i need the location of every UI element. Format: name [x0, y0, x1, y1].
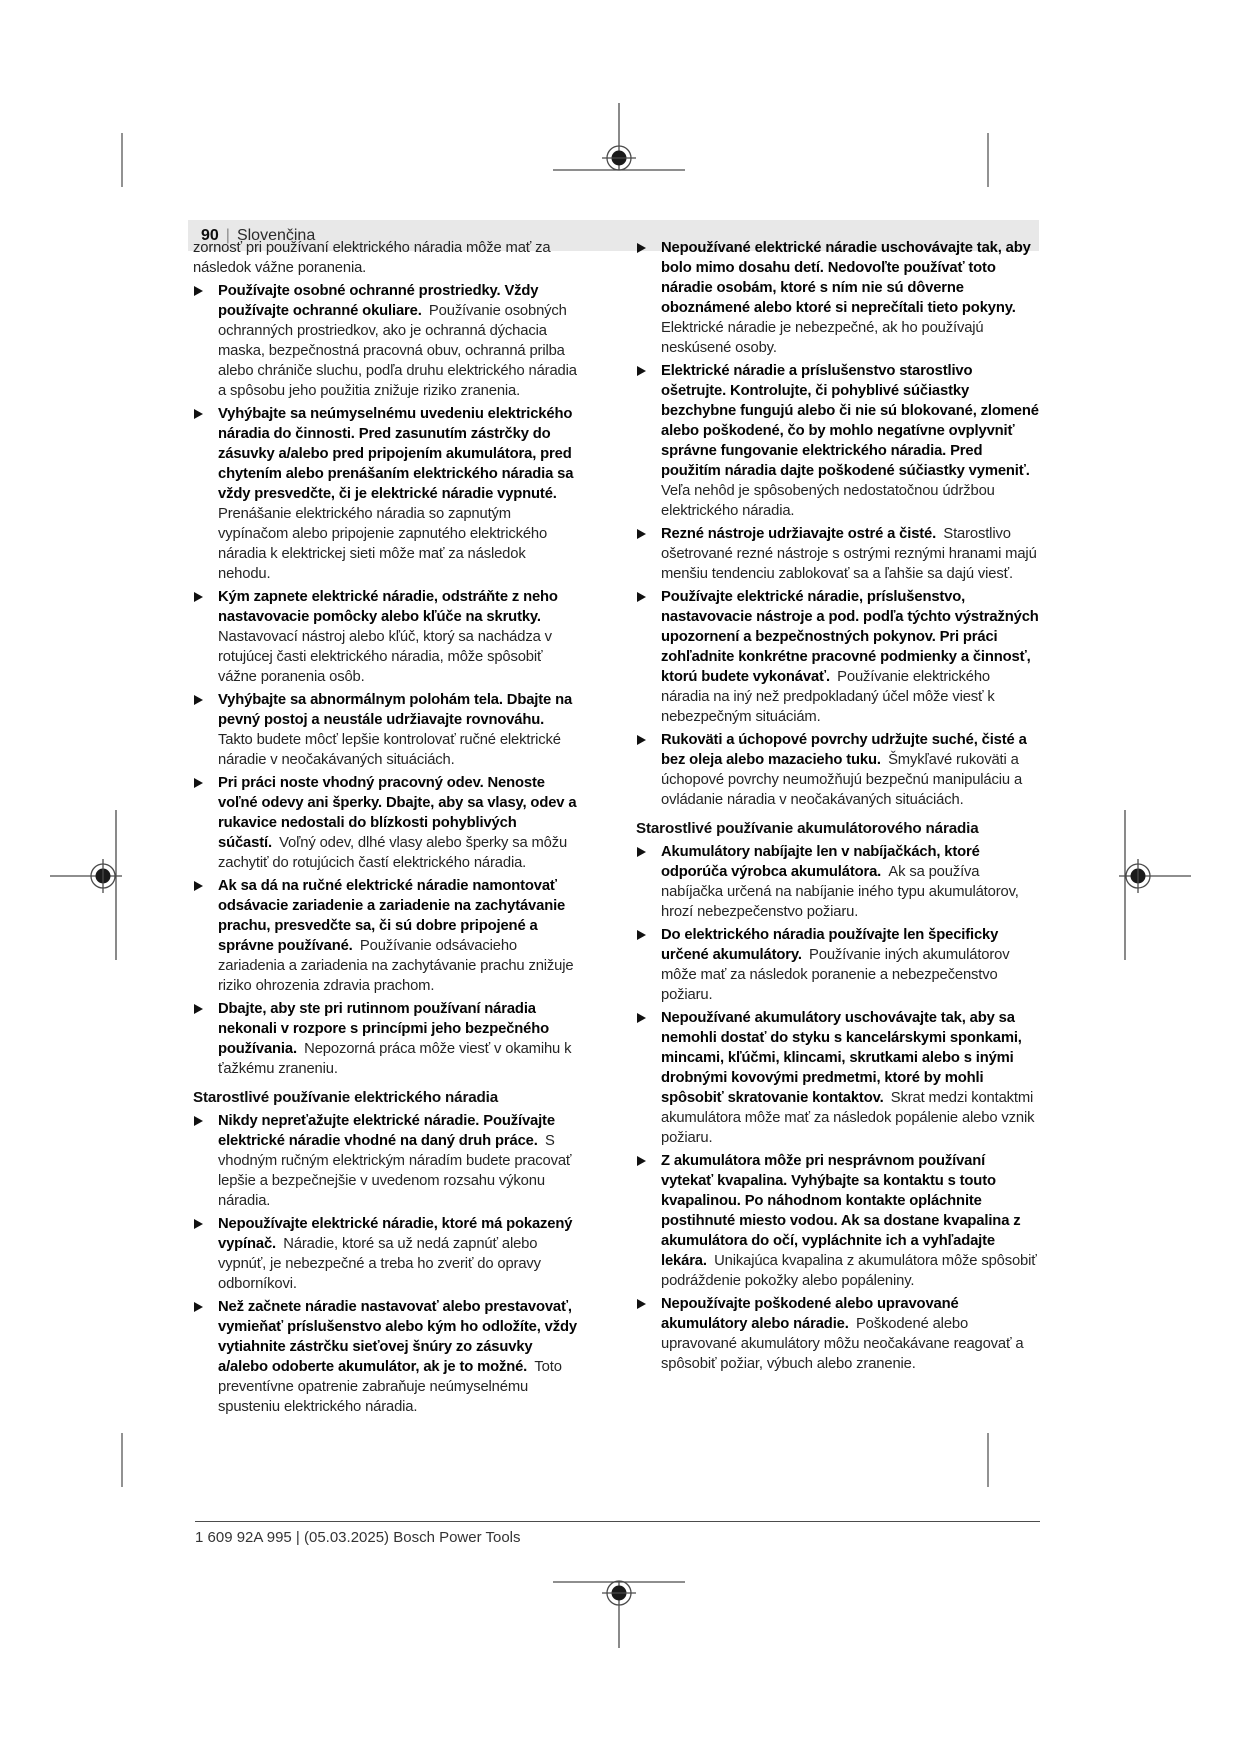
bullet-text: Používajte osobné ochranné prostriedky. Vždy používajte ochranné okuliare. Používanie osobných ochranných prostriedkov, ako je ochranná dýchacia maska, bezpečnostná pracovná obuv, ochranná prilba alebo chrániče sluchu, podľa druhu elektrického náradia a spôsobu jeho použitia znižuje riziko zranenia.	[218, 283, 577, 399]
bullet-text: Dbajte, aby ste pri rutinnom používaní náradia nekonali v rozpore s princípmi jeho bezpečného používania. Nepozorná práca môže viesť v okamihu k ťažkému zraneniu.	[218, 1001, 572, 1077]
bullet-triangle-icon	[637, 529, 646, 539]
bullet-triangle-icon	[637, 243, 646, 253]
footer-rule	[195, 1521, 1040, 1522]
registration-mark-right-middle	[1119, 810, 1191, 960]
registration-mark-left-middle	[50, 810, 122, 960]
bullet-item	[636, 730, 1040, 810]
bullet-triangle-icon	[637, 366, 646, 376]
bullet-triangle-icon	[637, 1156, 646, 1166]
bullet-item	[636, 1151, 1040, 1291]
bullet-item	[636, 1008, 1040, 1148]
bullet-triangle-icon	[637, 592, 646, 602]
bullet-triangle-icon	[194, 778, 203, 788]
bullet-triangle-icon	[194, 286, 203, 296]
bullet-item	[193, 1111, 580, 1211]
section-heading: Starostlivé používanie elektrického náradia	[193, 1089, 499, 1106]
header-separator: |	[225, 226, 230, 244]
bullet-text: Kým zapnete elektrické náradie, odstráňte z neho nastavovacie pomôcky alebo kľúče na skrutky. Nastavovací nástroj alebo kľúč, ktorý sa nachádza v rotujúcej časti elektrického náradia, môže spôsobiť vážne poranenia osôb.	[218, 589, 558, 685]
bullet-item	[636, 587, 1040, 727]
bullet-item	[636, 925, 1040, 1005]
bullet-triangle-icon	[194, 881, 203, 891]
bullet-text: Nikdy nepreťažujte elektrické náradie. Používajte elektrické náradie vhodné na daný druh práce. S vhodným ručným elektrickým náradím budete pracovať lepšie a bezpečnejšie v uvedenom rozsahu výkonu náradia.	[218, 1113, 572, 1209]
bullet-text: Ak sa dá na ručné elektrické náradie namontovať odsávacie zariadenie a zariadenie na zachytávanie prachu, presvedčte sa, či sú dobre pripojené a správne používané. Používanie odsávacieho zariadenia a zariadenia na zachytávanie prachu znižuje riziko ohrozenia zdravia prachom.	[218, 878, 574, 994]
bullet-text: Používajte elektrické náradie, príslušenstvo, nastavovacie nástroje a pod. podľa týchto výstražných upozornení a bezpečnostných pokynov. Pri práci zohľadnite konkrétne pracovné podmienky a činnosť, ktorú budete vykonávať. Používanie elektrického náradia na iný než predpokladaný účel môže viesť k nebezpečným situáciám.	[661, 589, 1039, 725]
bullet-item	[193, 1214, 580, 1294]
section-heading: Starostlivé používanie akumulátorového náradia	[636, 820, 979, 837]
bullet-triangle-icon	[637, 735, 646, 745]
bullet-triangle-icon	[637, 1013, 646, 1023]
page-number: 90	[201, 226, 219, 244]
bullet-triangle-icon	[194, 1302, 203, 1312]
header-language-label: Slovenčina	[236, 226, 316, 244]
bullet-text: Rezné nástroje udržiavajte ostré a čisté. Starostlivo ošetrované rezné nástroje s ostrými reznými hranami majú menšiu tendenciu zablokovať sa a ľahšie sa dajú viesť.	[661, 526, 1037, 582]
page-body	[193, 238, 1040, 1420]
bullet-text: Nepoužívajte elektrické náradie, ktoré má pokazený vypínač. Náradie, ktoré sa už nedá zapnúť alebo vypnúť, je nebezpečné a treba ho zveriť do opravy odborníkovi.	[218, 1216, 573, 1292]
bullet-text: Elektrické náradie a príslušenstvo starostlivo ošetrujte. Kontrolujte, či pohyblivé súčiastky bezchybne fungujú alebo či nie sú blokované, zlomené alebo poškodené, čo by mohlo negatívne ovplyvniť správne fungovanie elektrického náradia. Pred použitím náradia dajte poškodené súčiastky vymeniť. Veľa nehôd je spôsobených nedostatočnou údržbou elektrického náradia.	[661, 363, 1039, 519]
bullet-text: Akumulátory nabíjajte len v nabíjačkách, ktoré odporúča výrobca akumulátora. Ak sa používa nabíjačka určená na nabíjanie iného typu akumulátorov, hrozí nebezpečenstvo požiaru.	[661, 844, 1019, 920]
bullet-item	[636, 842, 1040, 922]
bullet-item	[636, 238, 1040, 358]
paragraph: zornosť pri používaní elektrického náradia môže mať za následok vážne poranenia.	[193, 240, 551, 276]
bullet-item	[636, 524, 1040, 584]
bullet-triangle-icon	[194, 1219, 203, 1229]
bullet-triangle-icon	[194, 695, 203, 705]
bullet-item	[193, 281, 580, 401]
bullet-item	[193, 587, 580, 687]
bullet-triangle-icon	[194, 1116, 203, 1126]
bullet-text: Než začnete náradie nastavovať alebo prestavovať, vymieňať príslušenstvo alebo kým ho odložíte, vždy vytiahnite zástrčku sieťovej šnúry zo zásuvky a/alebo odoberte akumulátor, ak je to možné. Toto preventívne opatrenie zabraňuje neúmyselnému spusteniu elektrického náradia.	[218, 1299, 577, 1415]
bullet-triangle-icon	[637, 847, 646, 857]
bullet-item	[193, 999, 580, 1079]
bullet-text: Z akumulátora môže pri nesprávnom používaní vytekať kvapalina. Vyhýbajte sa kontaktu s touto kvapalinou. Po náhodnom kontakte opláchnite postihnuté miesto vodou. Ak sa dostane kvapalina z akumulátora do očí, vypláchnite ich a vyhľadajte lekára. Unikajúca kvapalina z akumulátora môže spôsobiť podráždenie pokožky alebo popáleniny.	[661, 1153, 1037, 1289]
bullet-text: Nepoužívajte poškodené alebo upravované akumulátory alebo náradie. Poškodené alebo upravované akumulátory môžu neočakávane reagovať a spôsobiť požiar, výbuch alebo zranenie.	[661, 1296, 1024, 1372]
bullet-item	[193, 1297, 580, 1417]
bullet-triangle-icon	[194, 409, 203, 419]
bullet-text: Nepoužívané akumulátory uschovávajte tak, aby sa nemohli dostať do styku s kancelárskymi sponkami, mincami, kľúčmi, klincami, skrutkami alebo s inými drobnými kovovými predmetmi, ktoré by mohli spôsobiť skratovanie kontaktov. Skrat medzi kontaktmi akumulátora môže mať za následok popálenie alebo vznik požiaru.	[661, 1010, 1035, 1146]
bullet-item	[193, 876, 580, 996]
right-column	[636, 238, 1040, 1420]
bullet-item	[193, 690, 580, 770]
bullet-text: Rukoväti a úchopové povrchy udržujte suché, čisté a bez oleja alebo mazacieho tuku. Šmykľavé rukoväti a úchopové povrchy neumožňujú bezpečnú manipuláciu a ovládanie náradia v neočakávaných situáciách.	[661, 732, 1027, 808]
footer-text: 1 609 92A 995 | (05.03.2025) Bosch Power Tools	[195, 1529, 521, 1546]
registration-mark-top-center	[553, 103, 685, 170]
bullet-triangle-icon	[637, 1299, 646, 1309]
bullet-item	[193, 773, 580, 873]
bullet-triangle-icon	[194, 1004, 203, 1014]
bullet-item	[636, 361, 1040, 521]
bullet-triangle-icon	[637, 930, 646, 940]
bullet-text: Pri práci noste vhodný pracovný odev. Nenoste voľné odevy ani šperky. Dbajte, aby sa vlasy, odev a rukavice nedostali do blízkosti pohyblivých súčastí. Voľný odev, dlhé vlasy alebo šperky sa môžu zachytiť do rotujúcich častí elektrického náradia.	[218, 775, 577, 871]
left-column	[193, 238, 580, 1420]
bullet-text: Nepoužívané elektrické náradie uschovávajte tak, aby bolo mimo dosahu detí. Nedovoľte používať toto náradie osobám, ktoré s ním nie sú dôverne oboznámené alebo ktoré si neprečítali tieto pokyny. Elektrické náradie je nebezpečné, ak ho používajú neskúsené osoby.	[661, 240, 1031, 356]
bullet-text: Do elektrického náradia používajte len špecificky určené akumulátory. Používanie iných akumulátorov môže mať za následok poranenie a nebezpečenstvo požiaru.	[661, 927, 1010, 1003]
registration-mark-bottom-center	[553, 1581, 685, 1648]
bullet-triangle-icon	[194, 592, 203, 602]
bullet-text: Vyhýbajte sa neúmyselnému uvedeniu elektrického náradia do činnosti. Pred zasunutím zástrčky do zásuvky a/alebo pred pripojením akumulátora, pred chytením alebo prenášaním elektrického náradia sa vždy presvedčte, či je elektrické náradie vypnuté. Prenášanie elektrického náradia so zapnutým vypínačom alebo pripojenie zapnutého elektrického náradia k elektrickej sieti môže mať za následok nehodu.	[218, 406, 574, 582]
bullet-item	[636, 1294, 1040, 1374]
bullet-text: Vyhýbajte sa abnormálnym polohám tela. Dbajte na pevný postoj a neustále udržiavajte rovnováhu. Takto budete môcť lepšie kontrolovať ručné elektrické náradie v neočakávaných situáciách.	[218, 692, 573, 768]
bullet-item	[193, 404, 580, 584]
